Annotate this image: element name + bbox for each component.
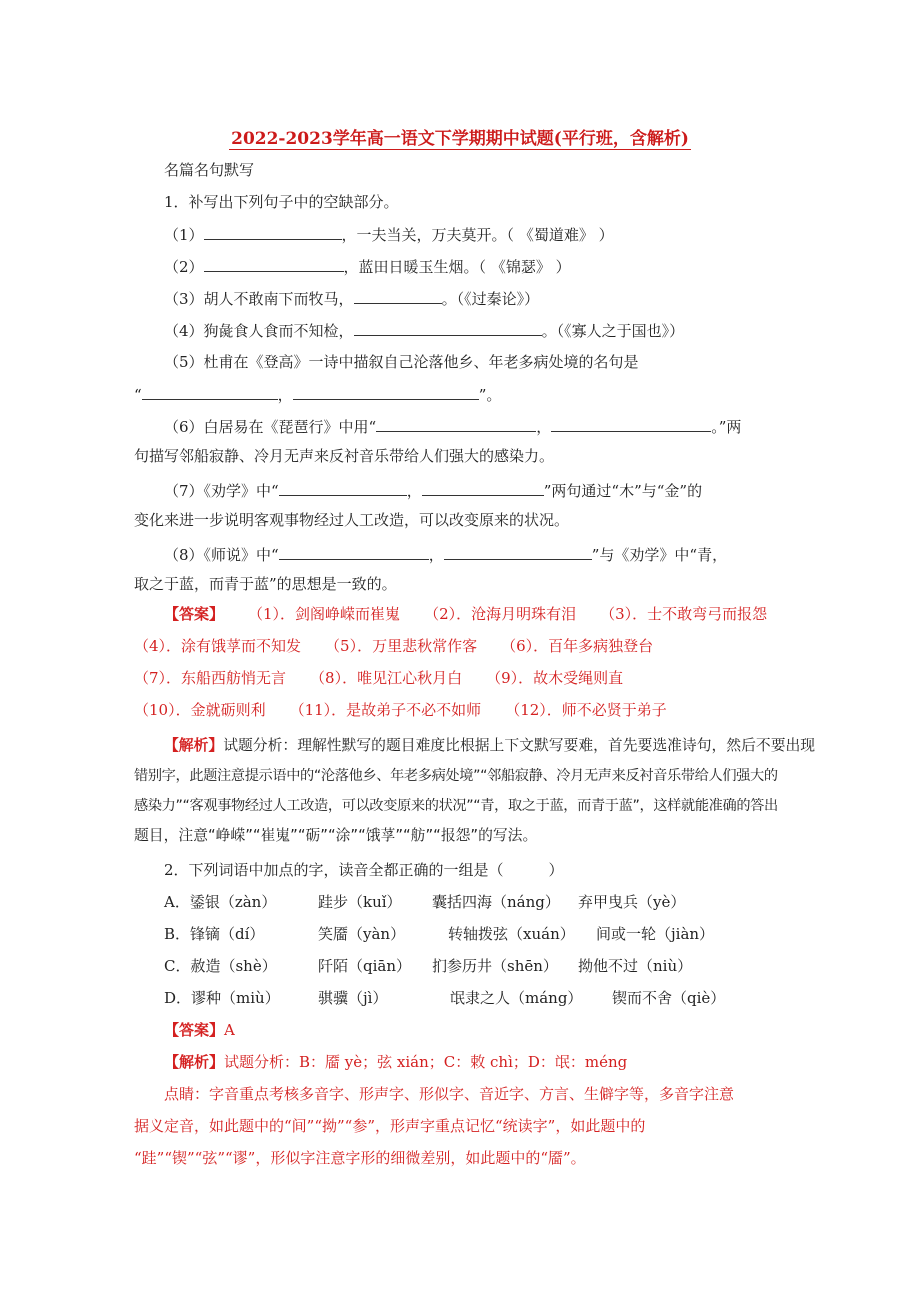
q2-option-a bbox=[164, 892, 686, 912]
blank-line bbox=[142, 384, 278, 400]
item-text: 。”两 bbox=[711, 418, 742, 436]
option-word: 弃甲曳兵（yè） bbox=[578, 893, 686, 911]
comma: ， bbox=[406, 482, 422, 500]
answer-item: （6）．百年多病独登台 bbox=[501, 637, 654, 655]
option-word: C．赦造（shè） bbox=[164, 957, 277, 975]
q2-option-d bbox=[164, 988, 726, 1008]
q1-item-5 bbox=[164, 352, 639, 372]
blank-line bbox=[293, 384, 479, 400]
option-word: A．鋈银（zàn） bbox=[164, 893, 277, 911]
comma: ， bbox=[536, 418, 552, 436]
q1-item-1 bbox=[164, 224, 614, 245]
q1-item-8-cont: 取之于蓝，而青于蓝”的思想是一致的。 bbox=[134, 575, 397, 593]
answer-item: （7）．东船西舫悄无言 bbox=[134, 669, 287, 687]
option-word: B．锋镝（dí） bbox=[164, 925, 265, 943]
item-number: （7） bbox=[164, 482, 204, 500]
answer-item: （12）．师不必贤于弟子 bbox=[505, 701, 667, 719]
answer-value: A bbox=[224, 1021, 235, 1039]
q2-option-b bbox=[164, 924, 715, 944]
blank-line bbox=[279, 480, 407, 496]
answer-label: 【答案】 bbox=[164, 1021, 225, 1039]
answer-item: （11）．是故弟子不必不如师 bbox=[289, 701, 482, 719]
option-word: 笑靥（yàn） bbox=[318, 925, 406, 943]
q1-item-5-blanks bbox=[134, 384, 501, 405]
blank-line bbox=[551, 416, 711, 432]
answer-item: （2）．沧海月明珠有泪 bbox=[424, 605, 577, 623]
section-heading: 名篇名句默写 bbox=[164, 161, 255, 179]
q1-analysis-line-4: 题目，注意“峥嵘”“崔嵬”“砺”“涂”“饿莩”“舫”“报怨”的写法。 bbox=[134, 827, 538, 844]
answer-item: （1）．剑阁峥嵘而崔嵬 bbox=[248, 605, 401, 623]
answer-item: （9）．故木受绳则直 bbox=[486, 669, 624, 687]
open-quote: “ bbox=[134, 386, 142, 404]
q1-item-6 bbox=[164, 416, 741, 437]
option-word: 扪参历井（shēn） bbox=[432, 957, 558, 975]
answer-item: （8）．唯见江心秋月白 bbox=[310, 669, 463, 687]
answer-label: 【答案】 bbox=[164, 605, 225, 623]
q1-item-7 bbox=[164, 480, 702, 501]
answer-item: （4）．涂有饿莩而不知发 bbox=[134, 637, 302, 655]
q1-item-3 bbox=[164, 288, 539, 309]
item-text: 狗彘食人食而不知检， bbox=[203, 322, 354, 340]
item-number: （2） bbox=[164, 258, 204, 276]
option-word: 转轴拨弦（xuán） bbox=[448, 925, 575, 943]
item-number: （6） bbox=[164, 418, 204, 436]
comma: ， bbox=[428, 546, 444, 564]
item-number: （3） bbox=[164, 290, 204, 308]
q1-analysis-line-2: 错别字，此题注意提示语中的“沦落他乡、年老多病处境”“邻船寂静、冷月无声来反衬音乐带给人们强大的 bbox=[134, 768, 778, 784]
item-text: ”与《劝学》中“青， bbox=[591, 546, 728, 564]
q1-item-8 bbox=[164, 544, 727, 565]
option-word: 拗他不过（niù） bbox=[578, 957, 693, 975]
item-number: （5） bbox=[164, 353, 204, 371]
blank-line bbox=[204, 256, 344, 272]
option-word: 囊括四海（náng） bbox=[432, 893, 560, 911]
blank-line bbox=[279, 544, 429, 560]
item-text: 《劝学》中“ bbox=[203, 482, 279, 500]
q1-answer-line-2 bbox=[134, 636, 653, 656]
analysis-label: 【解析】 bbox=[164, 1053, 225, 1071]
q2-tip-line-1: 点睛：字音重点考核多音字、形声字、形似字、音近字、方言、生僻字等，多音字注意 bbox=[164, 1085, 735, 1103]
option-word: 锲而不舍（qiè） bbox=[612, 989, 726, 1007]
item-text: 杜甫在《登高》一诗中描叙自己沦落他乡、年老多病处境的名句是 bbox=[203, 353, 639, 371]
blank-line bbox=[204, 224, 342, 240]
analysis-label: 【解析】 bbox=[164, 737, 224, 754]
item-text: 胡人不敢南下而牧马， bbox=[203, 290, 354, 308]
item-number: （4） bbox=[164, 322, 204, 340]
title-text: 2022-2023学年高一语文下学期期中试题(平行班，含解析) bbox=[231, 129, 689, 149]
blank-line bbox=[354, 320, 542, 336]
option-word: 阡陌（qiān） bbox=[318, 957, 412, 975]
blank-line bbox=[422, 480, 544, 496]
q1-answer-line-3 bbox=[134, 668, 623, 688]
analysis-text: 试题分析：理解性默写的题目难度比根据上下文默写要难，首先要选准诗句，然后不要出现 bbox=[223, 737, 816, 754]
item-text: 白居易在《琵琶行》中用“ bbox=[203, 418, 377, 436]
q1-analysis-line-3: 感染力”“客观事物经过人工改造，可以改变原来的状况”“青，取之于蓝，而青于蓝”，这样就能准确的答出 bbox=[134, 798, 778, 814]
q1-stem: 1．补写出下列句子中的空缺部分。 bbox=[164, 193, 399, 211]
q1-item-7-cont: 变化来进一步说明客观事物经过人工改造，可以改变原来的状况。 bbox=[134, 511, 570, 529]
answer-item: （3）．士不敢弯弓而报怨 bbox=[600, 605, 768, 623]
item-text: 《师说》中“ bbox=[203, 546, 279, 564]
q1-answer-line-4 bbox=[134, 700, 667, 720]
item-number: （8） bbox=[164, 546, 204, 564]
q1-analysis-line-1 bbox=[164, 736, 815, 756]
comma: ， bbox=[277, 386, 293, 404]
answer-item: （5）．万里悲秋常作客 bbox=[325, 637, 478, 655]
answer-item: （10）．金就砺则利 bbox=[134, 701, 266, 719]
q2-tip-line-3: “跬”“锲”“弦”“谬”，形似字注意字形的细微差别，如此题中的“靥”。 bbox=[134, 1149, 586, 1167]
item-text: ，蓝田日暖玉生烟。（ 《锦瑟》 ） bbox=[343, 258, 571, 276]
option-word: D．谬种（miù） bbox=[164, 989, 280, 1007]
item-text: 。（《过秦论》） bbox=[441, 290, 540, 308]
q2-tip-line-2: 据义定音，如此题中的“间”“拗”“参”，形声字重点记忆“统读字”，如此题中的 bbox=[134, 1117, 646, 1135]
analysis-text: 试题分析：B：靥 yè；弦 xián；C：敕 chì；D：氓：méng bbox=[224, 1053, 628, 1071]
option-word: 间或一轮（jiàn） bbox=[596, 925, 715, 943]
item-text: ”两句通过“木”与“金”的 bbox=[543, 482, 703, 500]
q1-item-2 bbox=[164, 256, 571, 277]
document-title bbox=[0, 124, 920, 149]
item-text: ，一夫当关，万夫莫开。（ 《蜀道难》 ） bbox=[341, 226, 614, 244]
close-quote: ”。 bbox=[478, 386, 502, 404]
q2-stem: 2．下列词语中加点的字，读音全都正确的一组是（ ） bbox=[164, 861, 564, 879]
item-text: 。（《寡人之于国也》） bbox=[541, 322, 685, 340]
blank-line bbox=[354, 288, 442, 304]
q1-item-6-cont: 句描写邻船寂静、冷月无声来反衬音乐带给人们强大的感染力。 bbox=[134, 447, 555, 465]
item-number: （1） bbox=[164, 226, 204, 244]
blank-line bbox=[376, 416, 536, 432]
q2-answer bbox=[164, 1020, 235, 1040]
q1-answer-line-1 bbox=[164, 604, 767, 624]
option-word: 氓隶之人（máng） bbox=[450, 989, 583, 1007]
q2-analysis bbox=[164, 1052, 627, 1072]
blank-line bbox=[444, 544, 592, 560]
q2-option-c bbox=[164, 956, 693, 976]
option-word: 跬步（kuǐ） bbox=[318, 893, 402, 911]
q1-item-4 bbox=[164, 320, 684, 341]
option-word: 骐骥（jì） bbox=[318, 989, 388, 1007]
